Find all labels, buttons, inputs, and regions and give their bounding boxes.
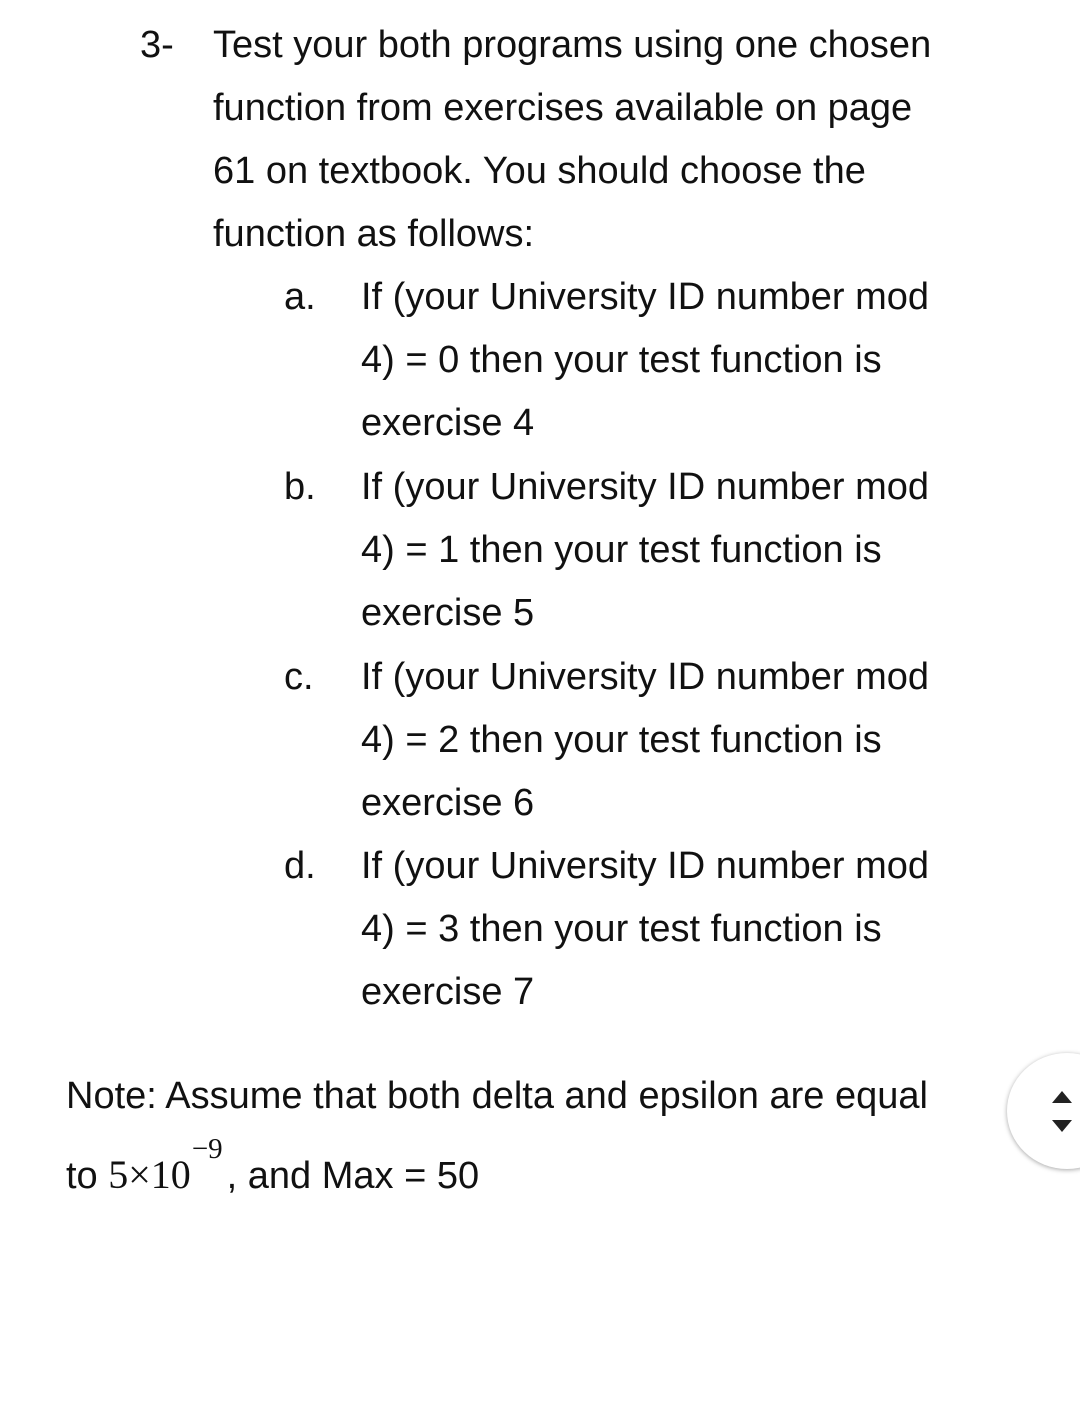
note-line-1: Note: Assume that both delta and epsilon are equal [66,1075,928,1117]
item-b-line-1: If (your University ID number mod [361,466,930,508]
item-a-marker: a. [284,276,316,318]
triangle-down-icon[interactable] [1052,1120,1072,1132]
item-b-marker: b. [284,466,316,508]
question-line-1: Test your both programs using one chosen [213,24,932,66]
math-exponent: −9 [191,1133,223,1165]
item-d-line-2: 4) = 3 then your test function is [361,908,882,950]
item-c-line-1: If (your University ID number mod [361,656,930,698]
question-line-3: 61 on textbook. You should choose the [213,150,866,192]
item-b-line-3: exercise 5 [361,592,535,634]
item-c-line-3: exercise 6 [361,782,535,824]
triangle-up-icon[interactable] [1052,1091,1072,1103]
item-a-line-2: 4) = 0 then your test function is [361,339,882,381]
item-b-line-2: 4) = 1 then your test function is [361,529,882,571]
item-d-line-3: exercise 7 [361,971,535,1013]
item-d-line-1: If (your University ID number mod [361,845,930,887]
question-number: 3- [140,24,174,66]
question-line-2: function from exercises available on page [213,87,913,129]
item-c-marker: c. [284,656,314,698]
question-line-4: function as follows: [213,213,535,255]
note-line-2 [66,1133,480,1204]
item-a-line-3: exercise 4 [361,402,535,444]
item-d-marker: d. [284,845,316,887]
item-a-line-1: If (your University ID number mod [361,276,930,318]
item-c-line-2: 4) = 2 then your test function is [361,719,882,761]
note-suffix: , and Max = 50 [226,1155,480,1197]
math-base: 5×10 [108,1152,191,1197]
note-prefix: to [66,1155,109,1197]
